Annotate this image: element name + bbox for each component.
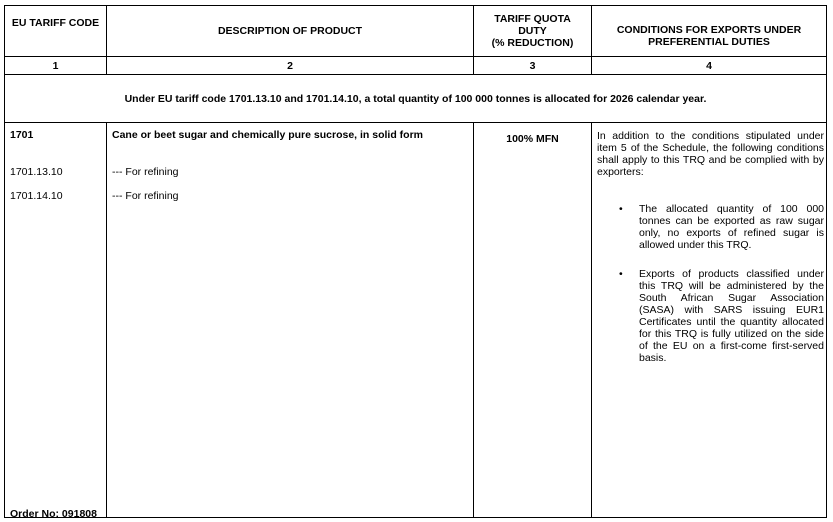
header-tariff-quota-duty [474, 6, 591, 56]
product-description-heading: Cane or beet sugar and chemically pure sucrose, in solid form [112, 129, 424, 141]
condition-item: • The allocated quantity of 100 000 tonnes can be exported as raw sugar only, no exports of refined sugar is allowed under this TRQ. [597, 203, 824, 251]
product-description: --- For refining [112, 190, 179, 202]
tariff-quota-duty: 100% MFN [506, 133, 559, 145]
product-description: --- For refining [112, 166, 179, 178]
conditions-intro: In addition to the conditions stipulated under item 5 of the Schedule, the following conditions shall apply to this TRQ and be complied with by exporters: [597, 130, 824, 178]
header-conditions-line1: CONDITIONS FOR EXPORTS UNDER [616, 24, 802, 36]
order-number: Order No: 091808 [10, 508, 97, 520]
column-number-4: 4 [706, 59, 712, 72]
row-divider [5, 122, 826, 123]
tariff-code: 1701.14.10 [10, 190, 63, 202]
conditions-list [597, 203, 824, 364]
column-number-3: 3 [529, 59, 536, 72]
header-description-label: DESCRIPTION OF PRODUCT [217, 25, 363, 37]
tariff-code-heading: 1701 [10, 129, 34, 141]
allocation-note: Under EU tariff code 1701.13.10 and 1701.14.10, a total quantity of 100 000 tonnes is allocated for 2026 calendar year. [124, 92, 707, 105]
header-conditions-line2: PREFERENTIAL DUTIES [648, 36, 770, 48]
column-divider [591, 122, 592, 517]
column-number-2: 2 [287, 59, 293, 72]
header-duty-line1: TARIFF QUOTA [494, 13, 571, 25]
header-duty-line3: (% REDUCTION) [491, 37, 574, 49]
tariff-quota-table [4, 5, 827, 518]
header-description [107, 6, 473, 56]
condition-item: • Exports of products classified under this TRQ will be administered by the South African Sugar Association (SASA) with SARS issuing EUR1 Certificates until the quantity allocated for this TRQ is fully utilized on the side of the EU on a first-come first-served basis. [597, 268, 824, 364]
tariff-code: 1701.13.10 [10, 166, 63, 178]
column-number-1: 1 [52, 59, 59, 72]
header-eu-tariff-code [5, 6, 106, 40]
conditions-text [597, 130, 824, 381]
header-duty-line2: DUTY [518, 25, 547, 37]
column-divider [106, 122, 107, 517]
header-eu-tariff-code-label: EU TARIFF CODE [11, 17, 100, 29]
column-divider [473, 122, 474, 517]
